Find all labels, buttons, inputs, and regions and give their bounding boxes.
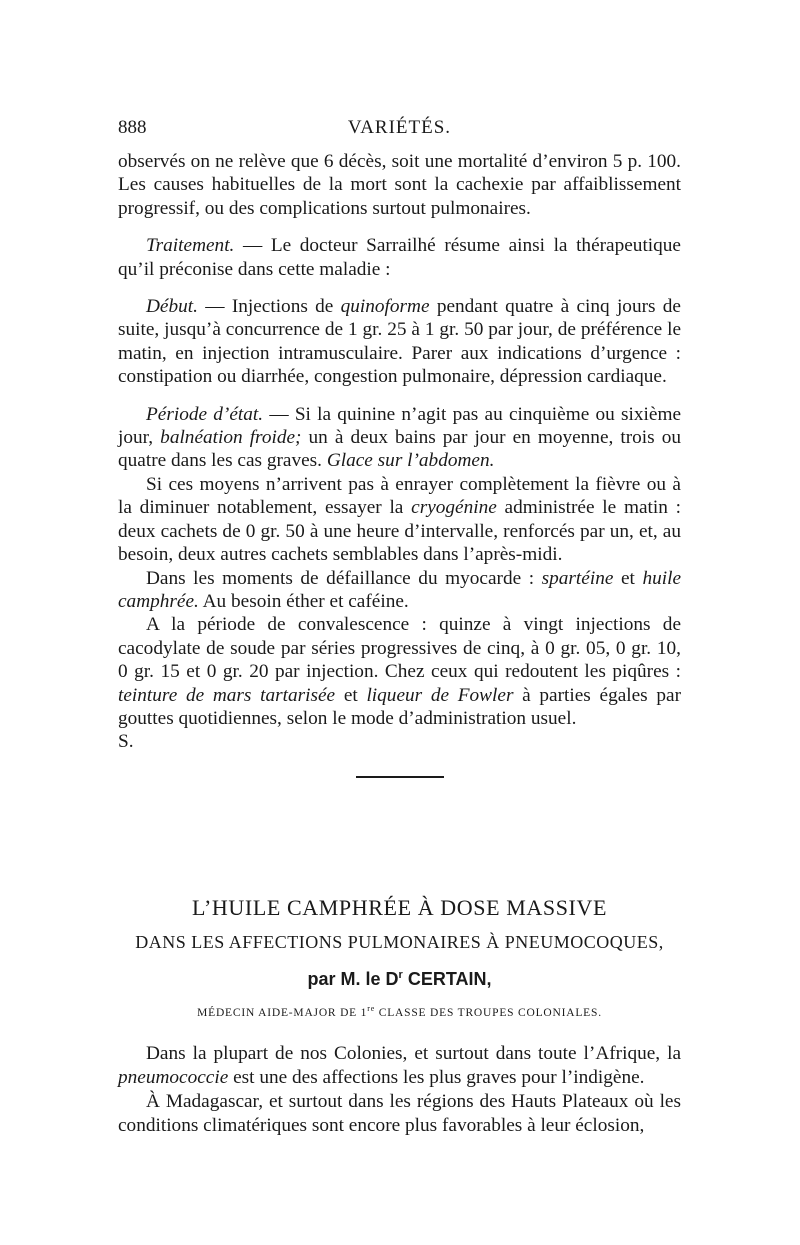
article-paragraph-2: À Madagascar, et surtout dans les régions des Hauts Plateaux où les conditions climatériques sont encore plus favorables à leur éclosion, (118, 1091, 681, 1136)
document-page (118, 0, 681, 1245)
author-line (118, 969, 681, 990)
paragraph-debut (118, 295, 681, 389)
affiliation-text-a: MÉDECIN AIDE-MAJOR DE 1 (197, 1006, 368, 1019)
section-divider (356, 776, 444, 778)
periode-etat-text-b: un à deux bains par jour en moyenne, trois ou quatre dans les cas graves. (118, 427, 681, 472)
debut-text-a: — Injections de (197, 296, 341, 318)
paragraph-convalescence (118, 613, 681, 730)
article-p1-text-b: est une des affections les plus graves pour l’indigène. (228, 1067, 645, 1088)
myocarde-text-a: Dans les moments de défaillance du myocarde : (146, 567, 542, 589)
quinoforme-term: quinoforme (340, 296, 430, 318)
convalescence-text-c: à parties égales par gouttes quotidiennes, selon le mode d’administration usuel. (118, 684, 682, 729)
debut-label: Début. (146, 296, 198, 318)
periode-etat-text-a: — Si la quinine n’agit pas au cinquième ou sixième jour, (118, 403, 682, 449)
paragraph-mortality: observés on ne relève que 6 décès, soit une mortalité d’environ 5 p. 100. Les causes habituelles de la mort sont la cachexie par affaiblissement progressif, ou des complications surtout pulmonaires. (118, 151, 681, 219)
glace-term: Glace sur l’abdomen. (326, 450, 495, 472)
huile-camphree-term: huile camphrée. (118, 567, 682, 612)
article-body (118, 1042, 681, 1138)
page-number: 888 (118, 117, 147, 138)
page-header (118, 117, 681, 145)
body-text (118, 150, 681, 778)
author-title-sup: r (398, 969, 403, 981)
paragraph-periode-etat (118, 403, 681, 473)
teinture-term: teinture de mars tartarisée (118, 684, 336, 706)
paragraph-cryogenine (118, 473, 681, 567)
signature: S. (118, 731, 134, 753)
affiliation-sup: re (367, 1004, 376, 1013)
periode-etat-label: Période d’état. (146, 403, 264, 425)
convalescence-text-a: A la période de convalescence : quinze à vingt injections de cacodylate de soude par séries progressives de cinq, à 0 gr. 05, 0 gr. 10, 0 gr. 15 et 0 gr. 20 par injection. Chez ceux qui redoutent les piqûres : (118, 614, 681, 683)
author-name: CERTAIN, (402, 969, 492, 989)
balneation-term: balnéation froide; (160, 427, 302, 449)
running-title: VARIÉTÉS. (347, 117, 452, 138)
liqueur-term: liqueur de Fowler (366, 684, 514, 706)
convalescence-text-b: et (335, 684, 367, 706)
cryogenine-text-a: Si ces moyens n’arrivent pas à enrayer complètement la fièvre ou à la diminuer notablement, essayer la (118, 473, 681, 519)
sparteine-term: spartéine (541, 567, 614, 589)
paragraph-myocarde (118, 567, 681, 614)
debut-text-b: pendant quatre à cinq jours de suite, jusqu’à concurrence de 1 gr. 25 à 1 gr. 50 par jour, de préférence le matin, en injection intramusculaire. Parer aux indications d’urgence : constipation ou diarrhée, congestion pulmonaire, dépression cardiaque. (118, 296, 681, 388)
article-p1-text-a: Dans la plupart de nos Colonies, et surtout dans toute l’Afrique, la (146, 1043, 681, 1064)
myocarde-text-b: et (613, 567, 643, 589)
author-affiliation (118, 1004, 681, 1019)
treatment-text: — Le docteur Sarrailhé résume ainsi la thérapeutique qu’il préconise dans cette maladie : (118, 235, 681, 280)
cryogenine-term: cryogénine (411, 497, 497, 519)
author-prefix: par M. le D (307, 969, 399, 989)
myocarde-text-c: Au besoin éther et caféine. (198, 590, 409, 612)
affiliation-text-b: CLASSE DES TROUPES COLONIALES. (375, 1006, 602, 1019)
article-subtitle: DANS LES AFFECTIONS PULMONAIRES À PNEUMOCOQUES, (135, 932, 664, 952)
treatment-label: Traitement. (146, 235, 235, 257)
paragraph-treatment (118, 234, 681, 281)
pneumococcie-term: pneumococcie (118, 1067, 229, 1088)
article-title: L’HUILE CAMPHRÉE À DOSE MASSIVE (191, 895, 608, 920)
cryogenine-text-b: administrée le matin : deux cachets de 0 gr. 50 à une heure d’intervalle, renforcés par un, et, au besoin, deux autres cachets semblables dans l’après-midi. (118, 497, 681, 566)
article-paragraph-1 (118, 1042, 681, 1090)
